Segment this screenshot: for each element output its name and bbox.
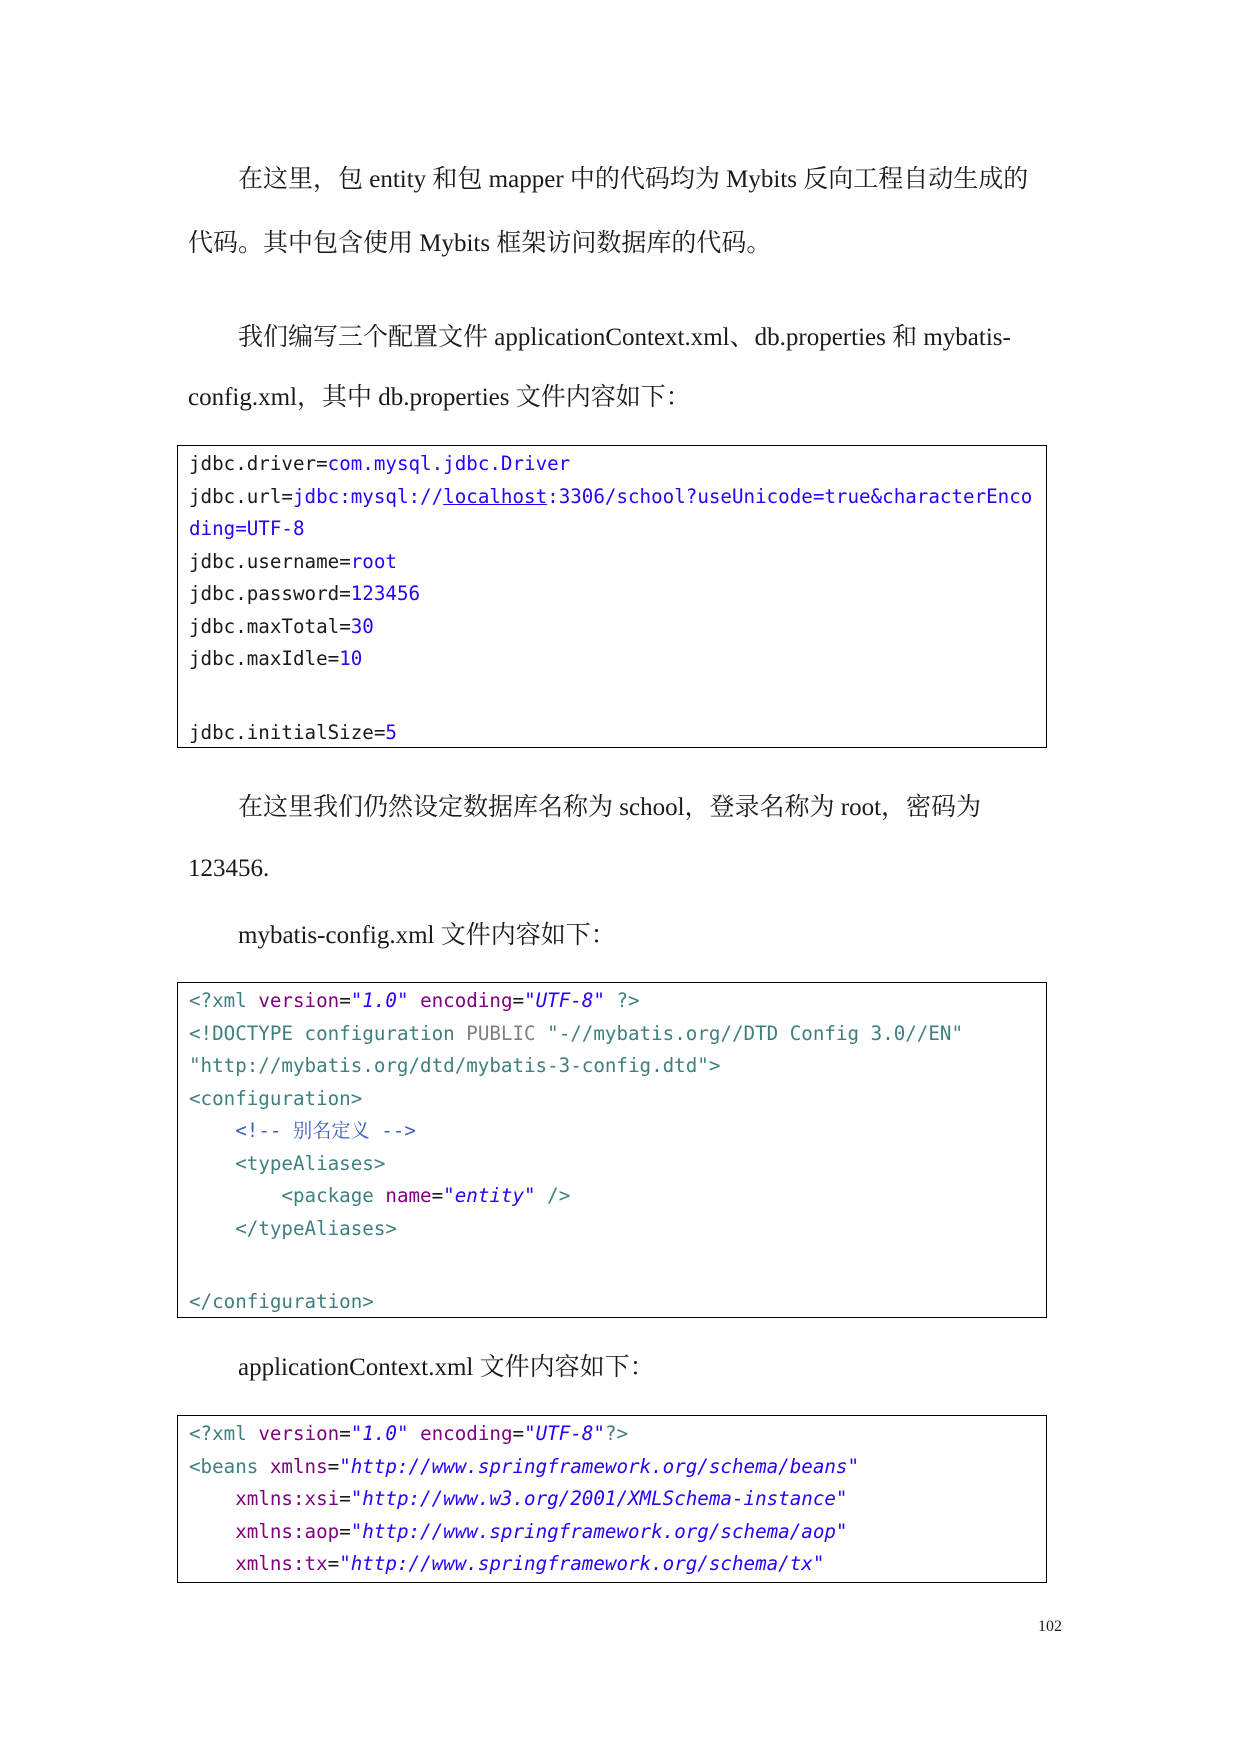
code-line: <typeAliases> bbox=[235, 1151, 386, 1175]
paragraph-2-line-2: config.xml，其中 db.properties 文件内容如下： bbox=[188, 384, 691, 411]
mybatis-config-code-block bbox=[177, 982, 1047, 1318]
code-line: jdbc.password=123456 bbox=[189, 582, 421, 605]
code-line: xmlns:aop="http://www.springframework.org/schema/aop" bbox=[235, 1519, 848, 1543]
paragraph-3-line-2: 123456. bbox=[188, 855, 270, 882]
code-line: <?xml version="1.0" encoding="UTF-8"?> bbox=[189, 1422, 629, 1445]
paragraph-1-line-2: 代码。其中包含使用 Mybits 框架访问数据库的代码。 bbox=[188, 230, 772, 257]
code-line: jdbc.username=root bbox=[189, 549, 397, 573]
paragraph-2-line-1: 我们编写三个配置文件 applicationContext.xml、db.properties 和 mybatis- bbox=[238, 324, 1011, 351]
code-line-blank bbox=[189, 1245, 1046, 1286]
code-line: jdbc.maxTotal=30 bbox=[189, 614, 374, 638]
code-line: </configuration> bbox=[189, 1290, 374, 1313]
code-line: <package name="entity" /> bbox=[281, 1184, 571, 1207]
code-line: </typeAliases> bbox=[235, 1216, 397, 1240]
code-line: <!DOCTYPE configuration PUBLIC "-//mybatis.org//DTD Config 3.0//EN" bbox=[189, 1021, 964, 1045]
code-line-blank bbox=[189, 676, 1046, 717]
page-number: 102 bbox=[1038, 1618, 1062, 1635]
code-line: jdbc.maxIdle=10 bbox=[189, 647, 363, 670]
code-line: <configuration> bbox=[189, 1086, 363, 1110]
code-line: "http://mybatis.org/dtd/mybatis-3-config.dtd"> bbox=[189, 1054, 721, 1077]
code-line: xmlns:tx="http://www.springframework.org/schema/tx" bbox=[235, 1552, 825, 1575]
code-line: jdbc.driver=com.mysql.jdbc.Driver bbox=[189, 452, 571, 475]
paragraph-4-line-1: mybatis-config.xml 文件内容如下： bbox=[238, 922, 616, 949]
paragraph-1-line-1: 在这里，包 entity 和包 mapper 中的代码均为 Mybits 反向工程自动生成的 bbox=[238, 166, 1029, 193]
code-line: xmlns:xsi="http://www.w3.org/2001/XMLSchema-instance" bbox=[235, 1487, 848, 1510]
code-line: <?xml version="1.0" encoding="UTF-8" ?> bbox=[189, 989, 640, 1012]
code-line: <beans xmlns="http://www.springframework.org/schema/beans" bbox=[189, 1454, 860, 1478]
code-line: <!-- 别名定义 --> bbox=[235, 1119, 416, 1142]
paragraph-5-line-1: applicationContext.xml 文件内容如下： bbox=[238, 1354, 655, 1381]
application-context-code-block bbox=[177, 1415, 1047, 1583]
paragraph-3-line-1: 在这里我们仍然设定数据库名称为 school，登录名称为 root，密码为 bbox=[238, 794, 982, 821]
code-line: ding=UTF-8 bbox=[189, 517, 305, 540]
code-line: jdbc.url=jdbc:mysql://localhost:3306/school?useUnicode=true&characterEnco bbox=[189, 484, 1033, 508]
db-properties-code-block bbox=[177, 445, 1047, 748]
code-line: jdbc.initialSize=5 bbox=[189, 720, 397, 744]
